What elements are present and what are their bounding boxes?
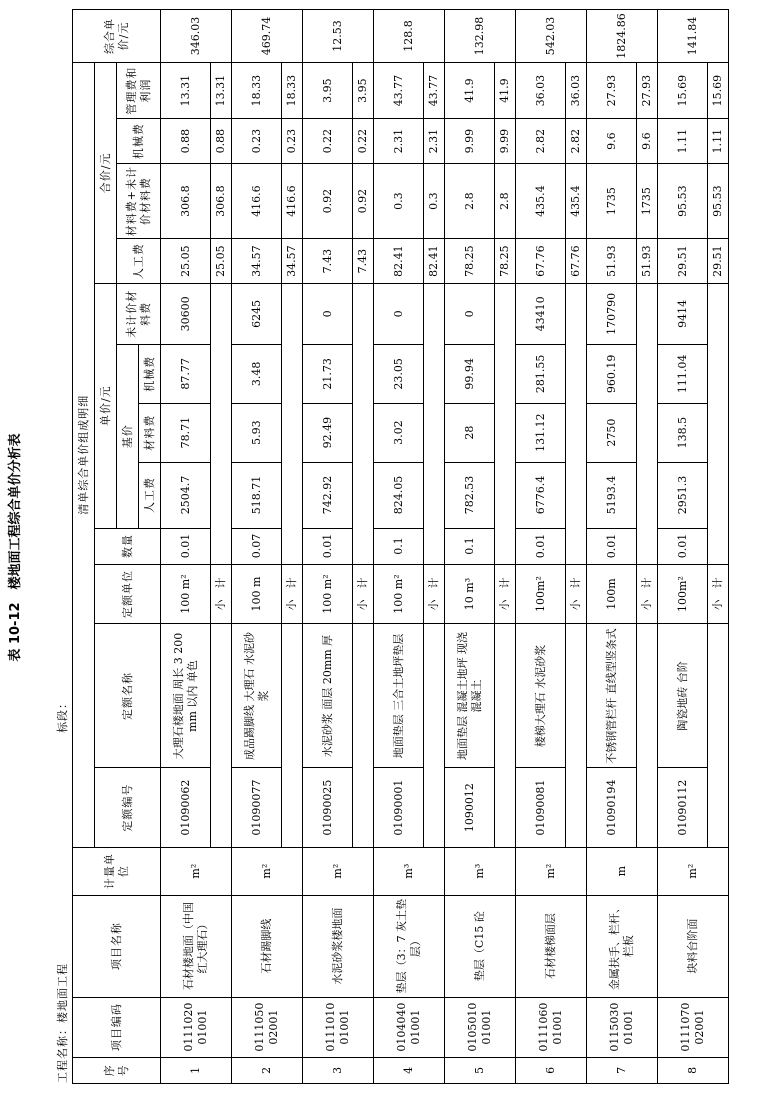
labor-cell: 2951.3 xyxy=(658,462,708,528)
total-labor-cell: 78.25 xyxy=(445,239,495,283)
seq-cell: 6 xyxy=(516,1057,587,1083)
name-cell: 石材楼地面（中国红大理石） xyxy=(161,895,232,997)
subtotal-machine-cell: 0.23 xyxy=(282,119,303,163)
table-row xyxy=(445,10,495,1084)
unit-cell: m³ xyxy=(374,847,445,895)
code-cell: 011503001001 xyxy=(587,997,658,1057)
composite-cell: 542.03 xyxy=(516,10,587,63)
quota-name-cell: 陶瓷地砖 台阶 xyxy=(658,624,708,768)
subtotal-blank-prices xyxy=(424,283,445,564)
total-labor-cell: 34.57 xyxy=(232,239,282,283)
qty-cell: 0.1 xyxy=(374,528,424,564)
subtotal-mgmt-cell: 27.93 xyxy=(637,62,658,119)
col-labor: 人工费 xyxy=(139,462,161,528)
composite-cell: 469.74 xyxy=(232,10,303,63)
labor-cell: 5193.4 xyxy=(587,462,637,528)
subtotal-mgmt-cell: 43.77 xyxy=(424,62,445,119)
material-cell: 3.02 xyxy=(374,403,424,462)
material-cell: 5.93 xyxy=(232,403,282,462)
subtotal-machine-cell: 9.99 xyxy=(495,119,516,163)
subtotal-labor-cell: 78.25 xyxy=(495,239,516,283)
mgmt-profit-cell: 15.69 xyxy=(658,62,708,119)
quota-unit-cell: 100m xyxy=(587,564,637,624)
quota-code-cell: 1090012 xyxy=(445,768,495,847)
quota-code-cell: 01090112 xyxy=(658,768,708,847)
mgmt-profit-cell: 3.95 xyxy=(303,62,353,119)
subtotal-machine-cell: 0.22 xyxy=(353,119,374,163)
subtotal-material-cell: 306.8 xyxy=(211,163,232,239)
col-detail: 清单综合单价组成明细 xyxy=(73,62,95,847)
subtotal-blank-prices xyxy=(708,283,729,564)
subtotal-blank xyxy=(424,624,445,847)
material-cell: 131.12 xyxy=(516,403,566,462)
name-cell: 垫层（C15 砼 xyxy=(445,895,516,997)
table-header xyxy=(73,10,161,1084)
quota-name-cell: 水泥砂浆 面层 20mm 厚 xyxy=(303,624,353,768)
col-quota-unit: 定额单位 xyxy=(95,564,161,624)
total-machine-cell: 9.99 xyxy=(445,119,495,163)
total-material-cell: 416.6 xyxy=(232,163,282,239)
machine-cell: 87.77 xyxy=(161,344,211,403)
labor-cell: 742.92 xyxy=(303,462,353,528)
col-mgmt-profit: 管理费和利润 xyxy=(117,62,161,119)
col-code: 项目编码 xyxy=(73,997,161,1057)
table-row xyxy=(232,10,282,1084)
subtotal-blank xyxy=(566,624,587,847)
subtotal-label: 小 计 xyxy=(282,564,303,624)
total-labor-cell: 51.93 xyxy=(587,239,637,283)
quota-unit-cell: 100m² xyxy=(516,564,566,624)
quota-name-cell: 成品踢脚线 大理石 水泥砂浆 xyxy=(232,624,282,768)
total-material-cell: 306.8 xyxy=(161,163,211,239)
mgmt-profit-cell: 43.77 xyxy=(374,62,424,119)
subtotal-labor-cell: 51.93 xyxy=(637,239,658,283)
quota-name-cell: 大理石楼地面 周长 3 200 mm 以内 单色 xyxy=(161,624,211,768)
code-cell: 010404001001 xyxy=(374,997,445,1057)
table-row xyxy=(587,10,637,1084)
subtotal-labor-cell: 29.51 xyxy=(708,239,729,283)
unit-price-analysis-table xyxy=(72,9,729,1084)
subtotal-blank-prices xyxy=(495,283,516,564)
total-labor-cell: 82.41 xyxy=(374,239,424,283)
col-composite: 综合单价/元 xyxy=(73,10,161,63)
quota-name-cell: 不锈钢管栏杆 直线型竖条式 xyxy=(587,624,637,768)
unpriced-cell: 0 xyxy=(445,283,495,344)
subtotal-blank-prices xyxy=(211,283,232,564)
subtotal-mgmt-cell: 15.69 xyxy=(708,62,729,119)
total-machine-cell: 2.82 xyxy=(516,119,566,163)
quota-code-cell: 01090062 xyxy=(161,768,211,847)
total-material-cell: 0.92 xyxy=(303,163,353,239)
subtotal-blank xyxy=(637,624,658,847)
total-machine-cell: 0.22 xyxy=(303,119,353,163)
seq-cell: 5 xyxy=(445,1057,516,1083)
unpriced-cell: 170790 xyxy=(587,283,637,344)
subtotal-machine-cell: 2.82 xyxy=(566,119,587,163)
unpriced-cell: 9414 xyxy=(658,283,708,344)
composite-cell: 128.8 xyxy=(374,10,445,63)
quota-code-cell: 01090081 xyxy=(516,768,566,847)
name-cell: 石材楼梯面层 xyxy=(516,895,587,997)
total-material-cell: 95.53 xyxy=(658,163,708,239)
quota-unit-cell: 10 m³ xyxy=(445,564,495,624)
table-row xyxy=(374,10,424,1084)
seq-cell: 2 xyxy=(232,1057,303,1083)
col-total-machine: 机械费 xyxy=(117,119,161,163)
qty-cell: 0.01 xyxy=(161,528,211,564)
subtotal-blank xyxy=(282,624,303,847)
seq-cell: 7 xyxy=(587,1057,658,1083)
code-cell: 011106001001 xyxy=(516,997,587,1057)
table-row xyxy=(516,10,566,1084)
col-quota-name: 定额名称 xyxy=(95,624,161,768)
composite-cell: 12.53 xyxy=(303,10,374,63)
total-machine-cell: 0.23 xyxy=(232,119,282,163)
col-unit: 计量单位 xyxy=(73,847,161,895)
total-material-cell: 0.3 xyxy=(374,163,424,239)
code-cell: 011105002001 xyxy=(232,997,303,1057)
total-machine-cell: 9.6 xyxy=(587,119,637,163)
project-name: 工程名称：楼地面工程 xyxy=(56,963,69,1083)
subtotal-mgmt-cell: 18.33 xyxy=(282,62,303,119)
total-labor-cell: 25.05 xyxy=(161,239,211,283)
table-body xyxy=(161,10,729,1084)
machine-cell: 960.19 xyxy=(587,344,637,403)
unit-cell: m² xyxy=(232,847,303,895)
quota-code-cell: 01090025 xyxy=(303,768,353,847)
qty-cell: 0.01 xyxy=(303,528,353,564)
subtotal-blank xyxy=(708,624,729,847)
unit-cell: m² xyxy=(303,847,374,895)
table-row xyxy=(658,10,708,1084)
subtotal-label: 小 计 xyxy=(424,564,445,624)
table-row xyxy=(161,10,211,1084)
material-cell: 2750 xyxy=(587,403,637,462)
composite-cell: 346.03 xyxy=(161,10,232,63)
col-unpriced-material: 未计价材料费 xyxy=(117,283,161,344)
subtotal-mgmt-cell: 3.95 xyxy=(353,62,374,119)
unit-cell: m³ xyxy=(445,847,516,895)
machine-cell: 23.05 xyxy=(374,344,424,403)
total-labor-cell: 29.51 xyxy=(658,239,708,283)
subtotal-machine-cell: 0.88 xyxy=(211,119,232,163)
name-cell: 石材踢脚线 xyxy=(232,895,303,997)
total-material-cell: 435.4 xyxy=(516,163,566,239)
unit-cell: m² xyxy=(161,847,232,895)
code-cell: 011107002001 xyxy=(658,997,729,1057)
seq-cell: 8 xyxy=(658,1057,729,1083)
machine-cell: 3.48 xyxy=(232,344,282,403)
subtotal-machine-cell: 2.31 xyxy=(424,119,445,163)
col-name: 项目名称 xyxy=(73,895,161,997)
subtotal-blank-prices xyxy=(637,283,658,564)
unpriced-cell: 6245 xyxy=(232,283,282,344)
subtotal-material-cell: 0.92 xyxy=(353,163,374,239)
quota-code-cell: 01090077 xyxy=(232,768,282,847)
mgmt-profit-cell: 27.93 xyxy=(587,62,637,119)
unpriced-cell: 43410 xyxy=(516,283,566,344)
page-title: 表 10-12 楼地面工程综合单价分析表 xyxy=(8,433,23,662)
machine-cell: 111.04 xyxy=(658,344,708,403)
quota-name-cell: 地面垫层 三合土地坪垫层 xyxy=(374,624,424,768)
seq-cell: 3 xyxy=(303,1057,374,1083)
quota-name-cell: 楼梯大理石 水泥砂浆 xyxy=(516,624,566,768)
code-cell: 011101001001 xyxy=(303,997,374,1057)
material-cell: 138.5 xyxy=(658,403,708,462)
subtotal-labor-cell: 25.05 xyxy=(211,239,232,283)
col-machine: 机械费 xyxy=(139,344,161,403)
subtotal-material-cell: 2.8 xyxy=(495,163,516,239)
unit-cell: m² xyxy=(658,847,729,895)
mgmt-profit-cell: 41.9 xyxy=(445,62,495,119)
col-qty: 数量 xyxy=(95,528,161,564)
quota-name-cell: 地面垫层 混凝土地坪 现浇混凝土 xyxy=(445,624,495,768)
code-cell: 011102001001 xyxy=(161,997,232,1057)
subtotal-machine-cell: 1.11 xyxy=(708,119,729,163)
total-machine-cell: 2.31 xyxy=(374,119,424,163)
name-cell: 垫层（3：7 灰土垫层） xyxy=(374,895,445,997)
subtotal-label: 小 计 xyxy=(495,564,516,624)
total-machine-cell: 1.11 xyxy=(658,119,708,163)
col-base-price: 基价 xyxy=(117,344,139,528)
subtotal-material-cell: 95.53 xyxy=(708,163,729,239)
total-machine-cell: 0.88 xyxy=(161,119,211,163)
table-row xyxy=(303,10,353,1084)
col-material: 材料费 xyxy=(139,403,161,462)
subtotal-mgmt-cell: 41.9 xyxy=(495,62,516,119)
subtotal-label: 小 计 xyxy=(353,564,374,624)
quota-unit-cell: 100 m² xyxy=(161,564,211,624)
subtotal-labor-cell: 82.41 xyxy=(424,239,445,283)
quota-unit-cell: 100 m xyxy=(232,564,282,624)
quota-unit-cell: 100m² xyxy=(658,564,708,624)
subtotal-blank-prices xyxy=(282,283,303,564)
name-cell: 块料台阶面 xyxy=(658,895,729,997)
code-cell: 010501001001 xyxy=(445,997,516,1057)
col-unit-price: 单价/元 xyxy=(95,283,117,528)
seq-cell: 4 xyxy=(374,1057,445,1083)
subtotal-blank-prices xyxy=(353,283,374,564)
quota-code-cell: 01090194 xyxy=(587,768,637,847)
col-total-labor: 人工费 xyxy=(117,239,161,283)
col-quota-code: 定额编号 xyxy=(95,768,161,847)
total-labor-cell: 7.43 xyxy=(303,239,353,283)
mgmt-profit-cell: 36.03 xyxy=(516,62,566,119)
machine-cell: 281.55 xyxy=(516,344,566,403)
subtotal-label: 小 计 xyxy=(708,564,729,624)
material-cell: 92.49 xyxy=(303,403,353,462)
subtotal-material-cell: 416.6 xyxy=(282,163,303,239)
labor-cell: 782.53 xyxy=(445,462,495,528)
unpriced-cell: 0 xyxy=(374,283,424,344)
subtotal-labor-cell: 7.43 xyxy=(353,239,374,283)
quota-unit-cell: 100 m² xyxy=(303,564,353,624)
name-cell: 金属扶手、栏杆、栏板 xyxy=(587,895,658,997)
total-material-cell: 2.8 xyxy=(445,163,495,239)
subtotal-label: 小 计 xyxy=(637,564,658,624)
qty-cell: 0.01 xyxy=(587,528,637,564)
subtotal-labor-cell: 67.76 xyxy=(566,239,587,283)
qty-cell: 0.1 xyxy=(445,528,495,564)
labor-cell: 2504.7 xyxy=(161,462,211,528)
subtotal-mgmt-cell: 13.31 xyxy=(211,62,232,119)
subtotal-mgmt-cell: 36.03 xyxy=(566,62,587,119)
material-cell: 78.71 xyxy=(161,403,211,462)
machine-cell: 99.94 xyxy=(445,344,495,403)
unit-cell: m xyxy=(587,847,658,895)
subtotal-blank xyxy=(495,624,516,847)
subtotal-blank xyxy=(353,624,374,847)
unpriced-cell: 30600 xyxy=(161,283,211,344)
subtotal-labor-cell: 34.57 xyxy=(282,239,303,283)
composite-cell: 132.98 xyxy=(445,10,516,63)
machine-cell: 21.73 xyxy=(303,344,353,403)
subtotal-blank xyxy=(211,624,232,847)
col-total-price: 合价/元 xyxy=(95,62,117,283)
name-cell: 水泥砂浆楼地面 xyxy=(303,895,374,997)
unit-cell: m² xyxy=(516,847,587,895)
subtotal-label: 小 计 xyxy=(211,564,232,624)
subtotal-machine-cell: 9.6 xyxy=(637,119,658,163)
quota-code-cell: 01090001 xyxy=(374,768,424,847)
subtotal-material-cell: 1735 xyxy=(637,163,658,239)
col-seq: 序号 xyxy=(73,1057,161,1083)
total-material-cell: 1735 xyxy=(587,163,637,239)
subtotal-label: 小 计 xyxy=(566,564,587,624)
composite-cell: 141.84 xyxy=(658,10,729,63)
seq-cell: 1 xyxy=(161,1057,232,1083)
subtotal-material-cell: 435.4 xyxy=(566,163,587,239)
col-total-material: 材料费+未计价材料费 xyxy=(117,163,161,239)
labor-cell: 824.05 xyxy=(374,462,424,528)
subtotal-blank-prices xyxy=(566,283,587,564)
material-cell: 28 xyxy=(445,403,495,462)
subtotal-material-cell: 0.3 xyxy=(424,163,445,239)
total-labor-cell: 67.76 xyxy=(516,239,566,283)
qty-cell: 0.01 xyxy=(658,528,708,564)
labor-cell: 6776.4 xyxy=(516,462,566,528)
mgmt-profit-cell: 18.33 xyxy=(232,62,282,119)
mgmt-profit-cell: 13.31 xyxy=(161,62,211,119)
composite-cell: 1824.86 xyxy=(587,10,658,63)
unpriced-cell: 0 xyxy=(303,283,353,344)
labor-cell: 518.71 xyxy=(232,462,282,528)
section-label: 标段： xyxy=(56,697,69,733)
qty-cell: 0.01 xyxy=(516,528,566,564)
quota-unit-cell: 100 m² xyxy=(374,564,424,624)
qty-cell: 0.07 xyxy=(232,528,282,564)
